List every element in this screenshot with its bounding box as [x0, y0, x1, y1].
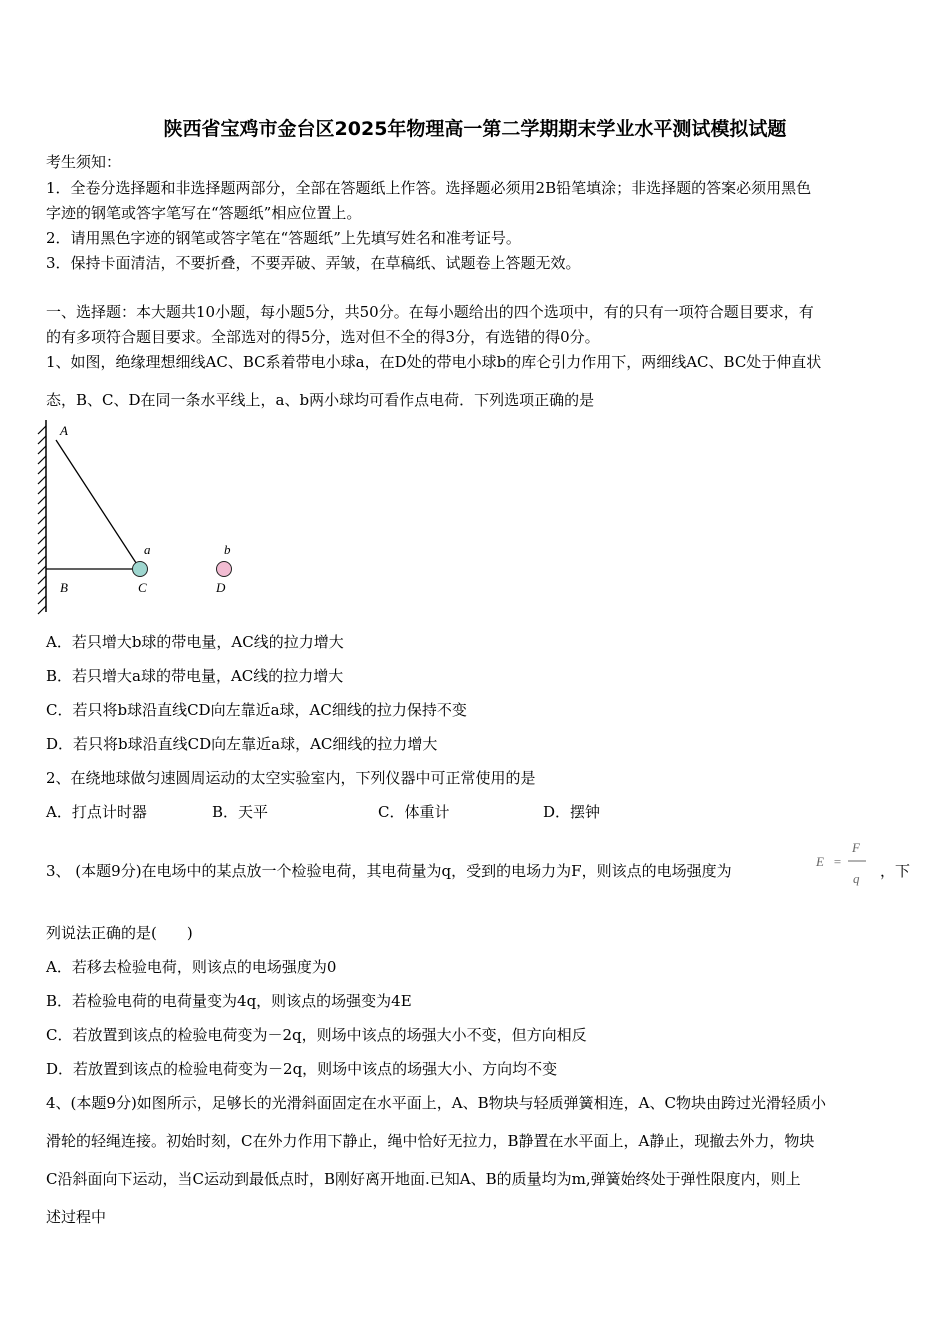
label-b: b	[224, 542, 231, 557]
q4-stem-d: 述过程中	[46, 1208, 107, 1226]
q4-stem-b: 滑轮的轻绳连接。初始时刻，C在外力作用下静止，绳中恰好无拉力，B静置在水平面上，A静止，现撤去外力，物块	[46, 1132, 815, 1150]
q3-option-c: C．若放置到该点的检验电荷变为－2q，则场中该点的场强大小不变，但方向相反	[46, 1026, 587, 1044]
notice-item-2: 2．请用黑色字迹的钢笔或答字笔在“答题纸”上先填写姓名和准考证号。	[46, 229, 521, 247]
ball-b	[217, 562, 232, 577]
q2-option-c: C．体重计	[378, 803, 450, 821]
q1-stem-b: 态，B、C、D在同一条水平线上，a、b两小球均可看作点电荷．下列选项正确的是	[46, 391, 595, 409]
label-B: B	[60, 580, 68, 595]
label-D: D	[216, 580, 226, 595]
formula-E: E	[816, 854, 824, 869]
label-C: C	[138, 580, 147, 595]
section-intro-a: 一、选择题：本大题共10小题，每小题5分，共50分。在每小题给出的四个选项中，有的只有一项符合题目要求，有	[46, 303, 814, 321]
q1-figure	[36, 418, 256, 618]
section-intro-b: 的有多项符合题目要求。全部选对的得5分，选对但不全的得3分，有选错的得0分。	[46, 328, 600, 346]
q3-stem-a: 3、 (本题9分)在电场中的某点放一个检验电荷，其电荷量为q，受到的电场力为F，则该点的电场强度为	[46, 862, 732, 880]
q1-option-a: A．若只增大b球的带电量，AC线的拉力增大	[46, 633, 344, 651]
q1-option-b: B．若只增大a球的带电量，AC线的拉力增大	[46, 667, 344, 685]
notice-item-3: 3．保持卡面清洁，不要折叠，不要弄破、弄皱，在草稿纸、试题卷上答题无效。	[46, 254, 581, 272]
q3-option-a: A．若移去检验电荷，则该点的电场强度为0	[46, 958, 337, 976]
notice-item-1b: 字迹的钢笔或答字笔写在“答题纸”相应位置上。	[46, 204, 362, 222]
q1-option-c: C．若只将b球沿直线CD向左靠近a球，AC细线的拉力保持不变	[46, 701, 467, 719]
formula-q: q	[853, 871, 860, 886]
q2-option-b: B．天平	[212, 803, 269, 821]
field-strength-formula	[814, 836, 876, 892]
q1-option-d: D．若只将b球沿直线CD向左靠近a球，AC细线的拉力增大	[46, 735, 438, 753]
q2-stem: 2、在绕地球做匀速圆周运动的太空实验室内，下列仪器中可正常使用的是	[46, 769, 536, 787]
label-A: A	[60, 423, 68, 438]
q4-stem-a: 4、(本题9分)如图所示，足够长的光滑斜面固定在水平面上，A、B物块与轻质弹簧相连，A、C物块由跨过光滑轻质小	[46, 1094, 826, 1112]
q2-option-a: A．打点计时器	[46, 803, 147, 821]
page-title: 陕西省宝鸡市金台区2025年物理高一第二学期期末学业水平测试模拟试题	[163, 118, 787, 140]
q3-stem-tail: ，下	[880, 862, 911, 880]
string-ac	[56, 440, 140, 569]
formula-equals: =	[833, 854, 842, 869]
notice-item-1a: 1．全卷分选择题和非选择题两部分，全部在答题纸上作答。选择题必须用2B铅笔填涂；非选择题的答案必须用黑色	[46, 179, 812, 197]
q3-option-b: B．若检验电荷的电荷量变为4q，则该点的场强变为4E	[46, 992, 412, 1010]
q3-stem-b: 列说法正确的是( )	[46, 924, 193, 942]
q4-stem-c: C沿斜面向下运动，当C运动到最低点时，B刚好离开地面.已知A、B的质量均为m,弹簧始终处于弹性限度内，则上	[46, 1170, 801, 1188]
label-a: a	[144, 542, 151, 557]
q1-stem-a: 1、如图，绝缘理想细线AC、BC系着带电小球a，在D处的带电小球b的库仑引力作用下，两细线AC、BC处于伸直状	[46, 353, 822, 371]
ball-a	[133, 562, 148, 577]
formula-F: F	[852, 840, 860, 855]
q3-option-d: D．若放置到该点的检验电荷变为－2q，则场中该点的场强大小、方向均不变	[46, 1060, 558, 1078]
q2-option-d: D．摆钟	[543, 803, 601, 821]
notice-heading: 考生须知：	[46, 153, 122, 171]
